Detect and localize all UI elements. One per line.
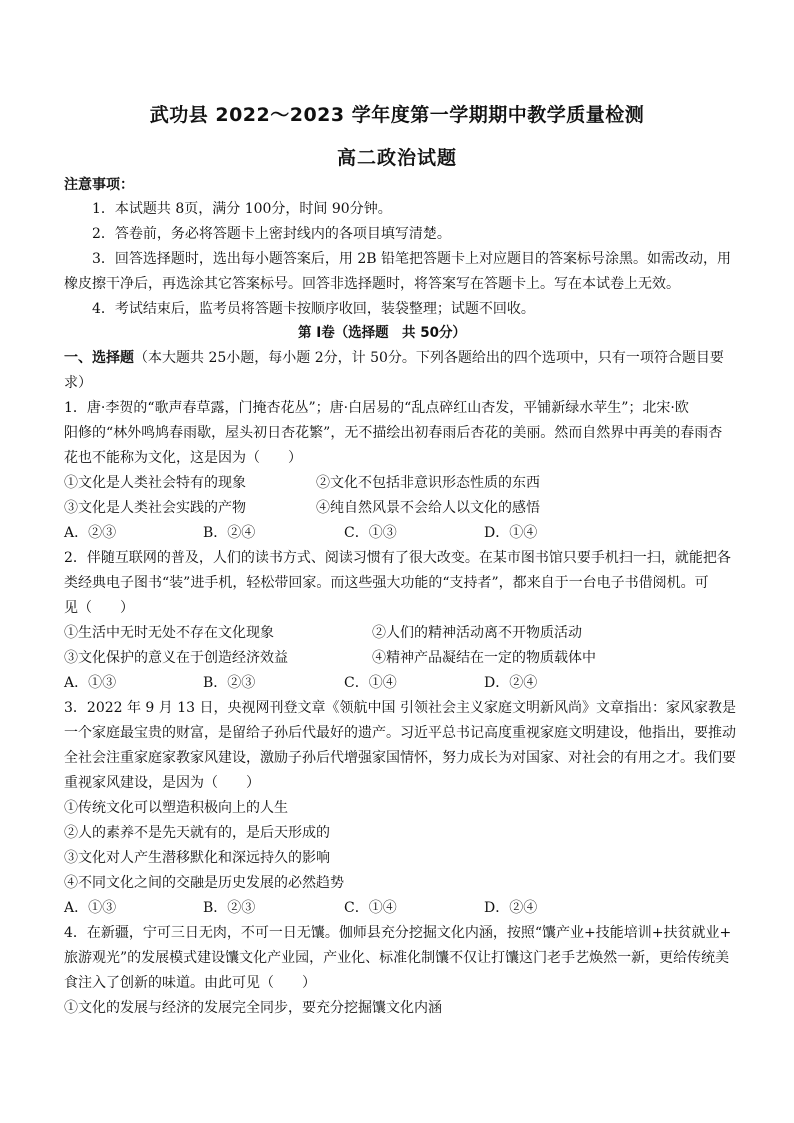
notice-heading: 注意事项： (64, 177, 134, 193)
question-text: 食注入了创新的味道。由此可见（ ） (64, 975, 316, 991)
question-text: 4．在新疆，宁可三日无肉，不可一日无馕。伽师县充分挖掘文化内涵，按照“馕产业+技能培训+扶贫就业+ (64, 925, 732, 941)
statement-option: ②人们的精神活动离不开物质活动 (372, 625, 582, 641)
exam-title: 武功县 2022～2023 学年度第一学期期中教学质量检测 (149, 104, 645, 126)
part-description (64, 348, 724, 368)
answer-choice: C．①③ (344, 525, 397, 541)
answer-choice: A．①③ (64, 900, 117, 916)
notice-item: 2．答卷前，务必将答题卡上密封线内的各项目填写清楚。 (92, 226, 451, 242)
answer-choice: B．②③ (203, 675, 256, 691)
question-text: 阳修的“林外鸣鸠春雨歇，屋头初日杏花繁”，无不描绘出初春雨后杏花的美丽。然而自然界中再美的春雨杏 (64, 425, 723, 441)
question-text: 2．伴随互联网的普及，人们的读书方式、阅读习惯有了很大改变。在某市图书馆只要手机扫一扫，就能把各 (64, 550, 731, 566)
question-text: 全社会注重家庭家教家风建设，激励子孙后代增强家国情怀，努力成长为对国家、对社会的有用之才。我们要 (64, 750, 736, 766)
question-text: 一个家庭最宝贵的财富，是留给子孙后代最好的遗产。习近平总书记高度重视家庭文明建设，他指出，要推动 (64, 725, 736, 741)
question-text: 见（ ） (64, 600, 134, 616)
answer-choice: D．①④ (484, 525, 538, 541)
part-desc-line1: （本大题共 25小题，每小题 2分，计 50分。下列各题给出的四个选项中，只有一项符合题目要 (134, 350, 724, 366)
statement-option: ④纯自然风景不会给人以文化的感悟 (316, 500, 540, 516)
statement-option: ③文化是人类社会实践的产物 (64, 500, 246, 516)
statement-option: ④不同文化之间的交融是历史发展的必然趋势 (64, 875, 344, 891)
question-text: 花也不能称为文化，这是因为（ ） (64, 450, 302, 466)
answer-choice: B．②③ (203, 900, 256, 916)
statement-option: ②文化不包括非意识形态性质的东西 (316, 475, 540, 491)
statement-option: ④精神产品凝结在一定的物质载体中 (372, 650, 596, 666)
answer-choice: C．①④ (344, 675, 397, 691)
question-text: 1．唐·李贺的“歌声春草露，门掩杏花丛”；唐·白居易的“乱点碎红山杏发，平铺新绿水苹生”；北宋·欧 (64, 400, 689, 416)
question-text: 重视家风建设，是因为（ ） (64, 775, 260, 791)
statement-option: ①生活中无时无处不存在文化现象 (64, 625, 274, 641)
answer-choice: D．②④ (484, 900, 538, 916)
answer-choice: D．②④ (484, 675, 538, 691)
notice-item: 1．本试题共 8页，满分 100分，时间 90分钟。 (92, 201, 392, 217)
notice-item: 3．回答选择题时，选出每小题答案后，用 2B 铅笔把答题卡上对应题目的答案标号涂黑。如需改动，用 (92, 251, 732, 267)
question-text: 旅游观光”的发展模式建设馕文化产业园，产业化、标准化制馕不仅让打馕这门老手艺焕然一新，更给传统美 (64, 950, 730, 966)
section-title: 第 I卷（选择题 共 50分） (298, 325, 466, 341)
part-heading: 一、选择题 (64, 350, 134, 366)
answer-choice: B．②④ (203, 525, 256, 541)
statement-option: ②人的素养不是先天就有的，是后天形成的 (64, 825, 330, 841)
statement-option: ③文化对人产生潜移默化和深远持久的影响 (64, 850, 330, 866)
part-desc-line2: 求） (64, 375, 92, 391)
notice-item: 橡皮擦干净后，再选涂其它答案标号。回答非选择题时，将答案写在答题卡上。写在本试卷上无效。 (64, 276, 680, 292)
exam-subtitle: 高二政治试题 (336, 147, 457, 169)
answer-choice: C．①④ (344, 900, 397, 916)
question-text: 类经典电子图书“装”进手机，轻松带回家。而这些强大功能的“支持者”，都来自于一台电子书借阅机。可 (64, 575, 709, 591)
statement-option: ①文化的发展与经济的发展完全同步，要充分挖掘馕文化内涵 (64, 1000, 442, 1016)
notice-item: 4．考试结束后，监考员将答题卡按顺序收回，装袋整理；试题不回收。 (92, 301, 535, 317)
statement-option: ①传统文化可以塑造积极向上的人生 (64, 800, 288, 816)
statement-option: ①文化是人类社会特有的现象 (64, 475, 246, 491)
statement-option: ③文化保护的意义在于创造经济效益 (64, 650, 288, 666)
question-text: 3．2022 年 9 月 13 日，央视网刊登文章《领航中国 引领社会主义家庭文明新风尚》文章指出：家风家教是 (64, 700, 736, 716)
answer-choice: A．①③ (64, 675, 117, 691)
answer-choice: A．②③ (64, 525, 117, 541)
